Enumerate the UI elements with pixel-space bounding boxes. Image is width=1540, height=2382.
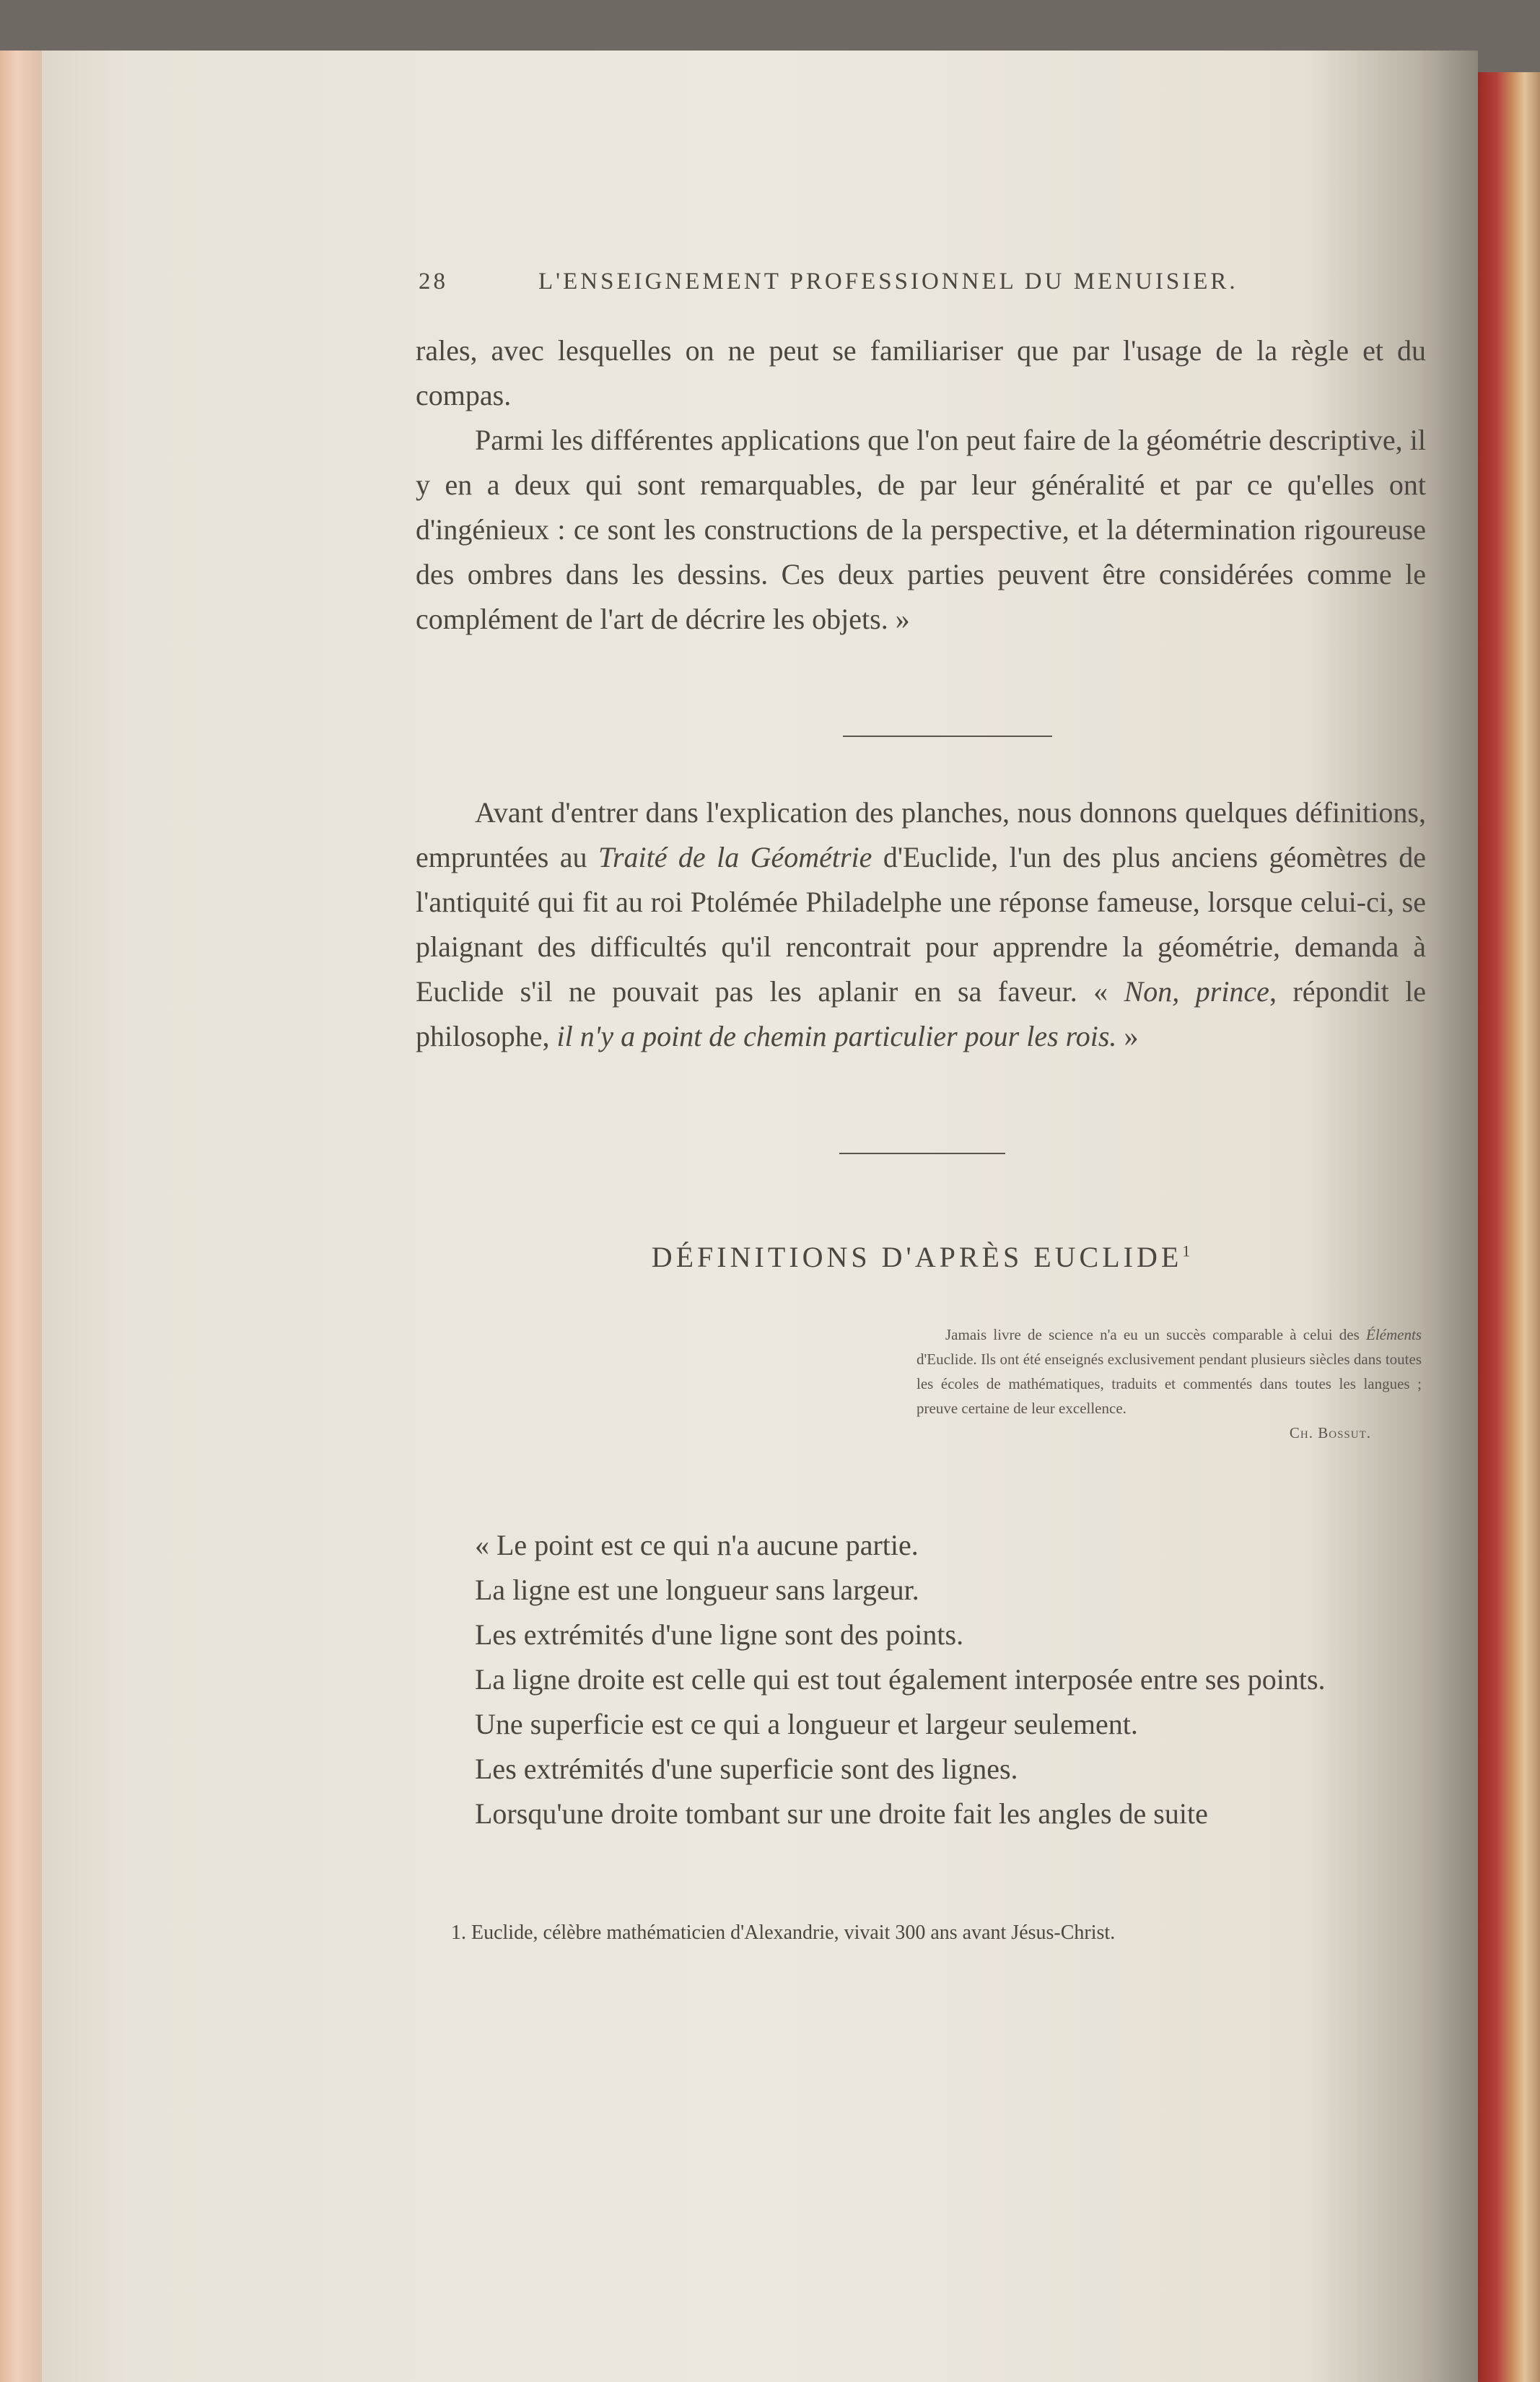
intro-text: , répondit le philosophe, [416, 975, 1426, 1052]
running-title: L'ENSEIGNEMENT PROFESSIONNEL DU MENUISIER. [538, 269, 1238, 295]
intro-paragraph [416, 790, 1426, 1059]
paragraph: rales, avec lesquelles on ne peut se familiariser que par l'usage de la règle et du compas. [416, 334, 1426, 411]
definition: Une superficie est ce qui a longueur et largeur seulement. [475, 1708, 1138, 1740]
paragraph: Parmi les différentes applications que l'on peut faire de la géométrie descriptive, il y en a deux qui sont remarquables, de par leur généralité et par ce qu'elles ont d'ingénieux : ce sont les constructions de la perspective, et la détermination rigoureuse des ombres dans les dessins. Ces deux parties peuvent être considérées comme le complément de l'art de décrire les objets. » [416, 424, 1426, 635]
epigraph-text: Jamais livre de science n'a eu un succès comparable à celui des [945, 1326, 1367, 1343]
footnote-marker: 1 [1182, 1242, 1191, 1260]
definitions-list [416, 1523, 1426, 1836]
section-heading-text: DÉFINITIONS D'APRÈS EUCLIDE [651, 1241, 1183, 1273]
epigraph-work: Éléments [1366, 1326, 1422, 1343]
definition: Les extrémités d'une ligne sont des points. [475, 1618, 964, 1651]
footnote: 1. Euclide, célèbre mathématicien d'Alexandrie, vivait 300 ans avant Jésus-Christ. [451, 1921, 1116, 1944]
definition: La ligne droite est celle qui est tout également interposée entre ses points. [475, 1663, 1326, 1696]
top-text [416, 328, 1426, 642]
definition: « Le point est ce qui n'a aucune partie. [475, 1529, 919, 1561]
epigraph-text: d'Euclide. Ils ont été enseignés exclusivement pendant plusieurs siècles dans toutes les écoles de mathématiques, traduits et commentés dans toutes les langues ; preuve certaine de leur excellence. [916, 1351, 1422, 1417]
definition: Les extrémités d'une superficie sont des lignes. [475, 1753, 1018, 1785]
work-title: Traité de la Géométrie [598, 841, 872, 873]
page-edges-left [0, 51, 42, 2382]
intro-text: » [1116, 1020, 1139, 1052]
epigraph [916, 1322, 1422, 1445]
book-cover-edge [1478, 72, 1540, 2382]
definition: La ligne est une longueur sans largeur. [475, 1574, 919, 1606]
intro-text: d'Euclide, l'un des plus anciens géomètres de l'antiquité qui fit au roi Ptolémée Philadelphe une réponse fameuse, lorsque celui-ci, se plaignant des difficultés qu'il rencontrait pour apprendre la géométrie, demanda à Euclide s'il ne pouvait pas les aplanir en sa faveur. « [416, 841, 1426, 1008]
running-head [419, 269, 1429, 295]
epigraph-author: Ch. Bossut. [1289, 1424, 1371, 1441]
quote-text: il n'y a point de chemin particulier pour les rois. [556, 1020, 1117, 1052]
page-number: 28 [419, 269, 448, 295]
separator-rule [843, 736, 1052, 737]
intro-text: Avant d'entrer dans l'explication des planches, nous donnons quelques définitions, empruntées au [416, 796, 1426, 873]
definition: Lorsqu'une droite tombant sur une droite fait les angles de suite [475, 1797, 1208, 1830]
section-heading [416, 1240, 1426, 1274]
separator-rule [839, 1153, 1005, 1154]
quote-text: Non, prince [1124, 975, 1269, 1008]
